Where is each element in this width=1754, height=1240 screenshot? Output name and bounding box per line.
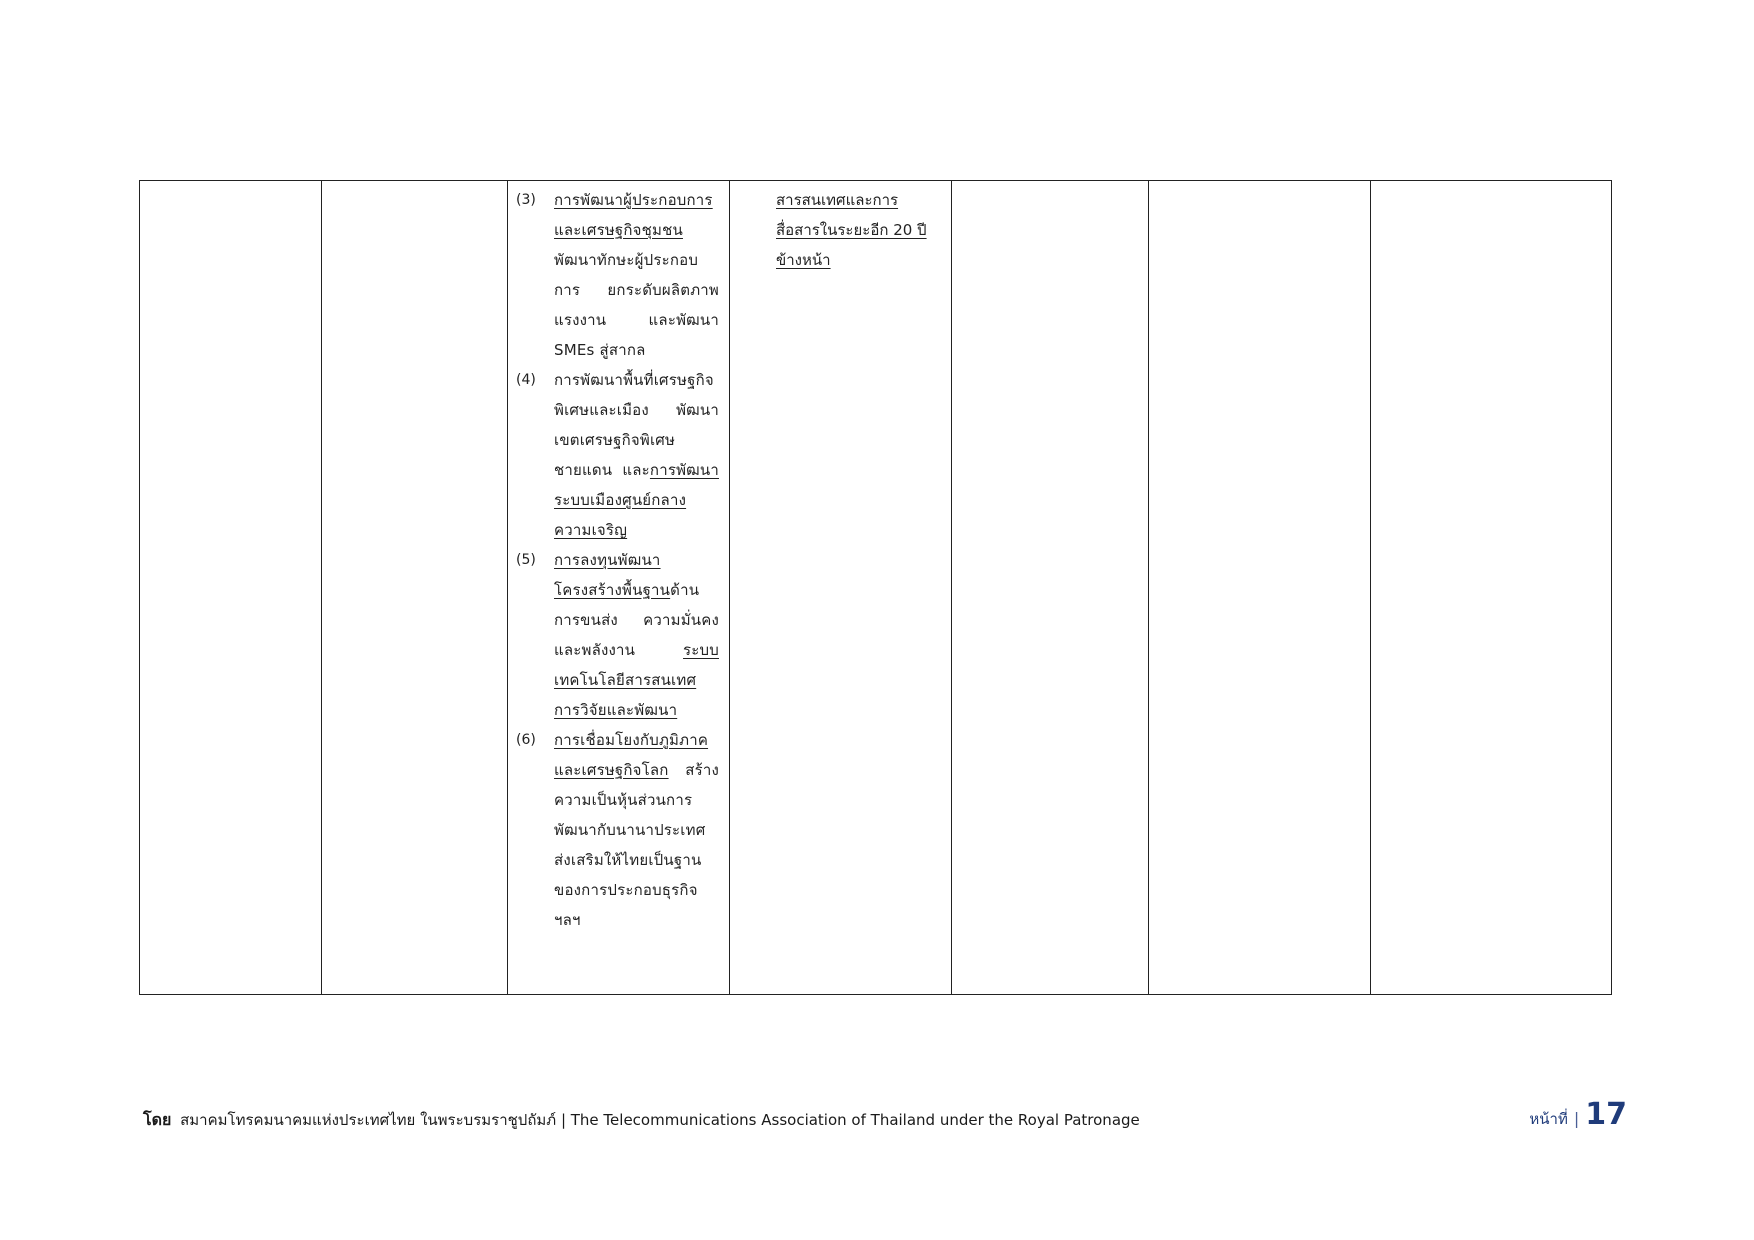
content-table — [139, 180, 1612, 995]
page-number-value: 17 — [1585, 1097, 1627, 1132]
table-cell-col4 — [730, 181, 952, 995]
footer-by-label: โดย — [143, 1110, 172, 1129]
list-item-text — [554, 365, 719, 545]
table-row — [140, 181, 1612, 995]
page-number-label: หน้าที่ — [1529, 1110, 1568, 1128]
table-cell-col1 — [140, 181, 322, 995]
page-number — [1529, 1097, 1627, 1132]
list-item — [516, 365, 719, 545]
list-item-text — [554, 545, 719, 725]
underlined-phrase: การเชื่อมโยงกับภูมิภาคและเศรษฐกิจโลก — [554, 731, 709, 779]
table-cell-col5 — [952, 181, 1149, 995]
strategy-list — [508, 181, 729, 935]
underlined-phrase: ระบบเทคโนโลยีสารสนเทศ การวิจัยและพัฒนา — [554, 641, 719, 719]
plain-phrase: สร้างความเป็นหุ้นส่วนการพัฒนากับนานาประเทศ ส่งเสริมให้ไทยเป็นฐานของการประกอบธุรกิจ ฯลฯ — [554, 761, 719, 929]
table-cell-col3 — [508, 181, 730, 995]
list-item-text — [554, 725, 719, 935]
list-item-number: (3) — [516, 192, 536, 208]
plain-phrase: ด้านการขนส่ง ความมั่นคงและพลังงาน — [554, 581, 719, 659]
table-cell-col2 — [322, 181, 508, 995]
ict-note — [730, 181, 951, 275]
list-item — [516, 185, 719, 365]
list-item — [516, 725, 719, 935]
list-item — [516, 545, 719, 725]
table-cell-col6 — [1149, 181, 1371, 995]
ict-note-text: สารสนเทศและการสื่อสารในระยะอีก 20 ปีข้างหน้า — [776, 191, 927, 269]
list-item-number: (6) — [516, 732, 536, 748]
list-item-number: (5) — [516, 552, 536, 568]
plain-phrase: การพัฒนาพื้นที่เศรษฐกิจพิเศษและเมือง พัฒนาเขตเศรษฐกิจพิเศษชายแดน และ — [554, 371, 719, 479]
underlined-phrase: การพัฒนาผู้ประกอบการและเศรษฐกิจชุมชน — [554, 191, 713, 239]
underlined-phrase: การพัฒนาระบบเมืองศูนย์กลางความเจริญ — [554, 461, 719, 539]
list-item-text — [554, 185, 719, 365]
page-number-separator: | — [1573, 1109, 1580, 1128]
underlined-phrase: การลงทุนพัฒนาโครงสร้างพื้นฐาน — [554, 551, 671, 599]
table-cell-col7 — [1371, 181, 1612, 995]
list-item-number: (4) — [516, 372, 536, 388]
plain-phrase: พัฒนาทักษะผู้ประกอบการ ยกระดับผลิตภาพแรงงาน และพัฒนา SMEs สู่สากล — [554, 251, 719, 359]
page-footer — [143, 1108, 1140, 1133]
footer-text: สมาคมโทรคมนาคมแห่งประเทศไทย ในพระบรมราชูปถัมภ์ | The Telecommunications Association of Thailand under the Royal Patronage — [180, 1111, 1140, 1129]
